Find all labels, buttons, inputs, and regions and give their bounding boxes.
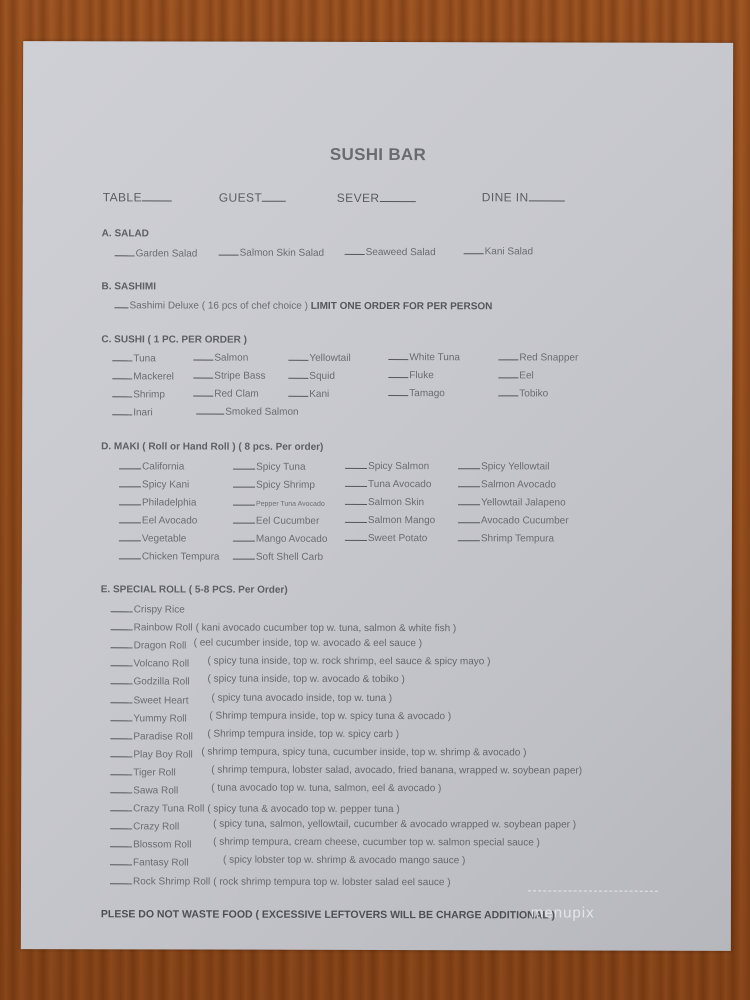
- special-roll-item[interactable]: [110, 836, 540, 851]
- item-label: Tuna: [133, 353, 156, 365]
- checkbox-blank[interactable]: [288, 368, 308, 379]
- item-label: Smoked Salmon: [225, 406, 299, 419]
- item-label: Salmon Mango: [367, 515, 436, 527]
- sushi-item[interactable]: [498, 385, 548, 399]
- item-label: Chicken Tempura: [141, 551, 220, 563]
- checkbox-blank[interactable]: [119, 548, 141, 559]
- roll-description: ( spicy tuna inside, top w. avocado & tobiko ): [207, 673, 405, 686]
- checkbox-blank[interactable]: [119, 512, 141, 523]
- checkbox-blank[interactable]: [119, 494, 141, 505]
- roll-description: ( spicy lobster top w. shrimp & avocado mango sauce ): [223, 854, 466, 867]
- checkbox-blank[interactable]: [111, 619, 133, 630]
- maki-item[interactable]: [458, 512, 569, 526]
- item-label: Sweet Heart: [133, 694, 189, 707]
- checkbox-blank[interactable]: [498, 385, 518, 396]
- item-label: Spicy Tuna: [256, 461, 306, 473]
- item-label: Salmon: [214, 352, 249, 365]
- checkbox-blank[interactable]: [345, 512, 367, 523]
- special-roll-item[interactable]: [111, 601, 185, 615]
- item-label: Sawa Roll: [133, 785, 179, 797]
- field-blank[interactable]: [529, 190, 565, 201]
- checkbox-blank[interactable]: [458, 530, 480, 541]
- item-label: Mango Avocado: [255, 533, 328, 545]
- item-label: Spicy Salmon: [368, 461, 430, 473]
- field-label: SEVER: [336, 190, 380, 206]
- roll-description: ( spicy tuna, salmon, yellowtail, cucumber & avocado wrapped w. soybean paper ): [213, 818, 577, 831]
- special-roll-item[interactable]: [110, 764, 583, 779]
- roll-description: ( shrimp tempura, lobster salad, avocado, fried banana, wrapped w. soybean paper): [211, 764, 583, 777]
- maki-item[interactable]: [119, 476, 189, 490]
- item-label: White Tuna: [409, 352, 460, 364]
- sushi-item[interactable]: [193, 386, 259, 400]
- checkbox-blank[interactable]: [110, 692, 132, 703]
- field-blank[interactable]: [142, 190, 172, 201]
- maki-item[interactable]: [458, 494, 566, 508]
- sushi-item[interactable]: [112, 350, 155, 364]
- checkbox-blank[interactable]: [458, 458, 480, 469]
- item-label: Crazy Tuna Roll: [133, 803, 205, 815]
- checkbox-blank[interactable]: [110, 764, 132, 775]
- checkbox-blank[interactable]: [110, 710, 132, 721]
- salad-item[interactable]: Seaweed Salad: [345, 244, 436, 258]
- checkbox-blank[interactable]: [388, 367, 408, 378]
- checkbox-blank[interactable]: [110, 728, 132, 739]
- sushi-item[interactable]: [112, 386, 165, 400]
- maki-item[interactable]: [119, 494, 197, 508]
- roll-description: ( Shrimp tempura inside, top w. spicy carb ): [207, 728, 400, 740]
- sushi-item[interactable]: [388, 349, 460, 363]
- checkbox-blank[interactable]: [345, 458, 367, 469]
- special-roll-item[interactable]: [110, 818, 577, 833]
- sushi-item[interactable]: [193, 368, 265, 382]
- section-heading-sashimi: B. SASHIMI: [101, 281, 157, 293]
- item-label: Tuna Avocado: [368, 479, 432, 491]
- checkbox-blank[interactable]: [233, 476, 255, 487]
- item-label: Shrimp: [133, 389, 165, 401]
- item-label: Paradise Roll: [133, 731, 193, 743]
- item-label: Godzilla Roll: [133, 676, 190, 688]
- checkbox-blank[interactable]: [458, 476, 480, 487]
- item-label: Dragon Roll: [133, 640, 187, 652]
- special-roll-item[interactable]: [111, 637, 423, 652]
- special-roll-item[interactable]: [110, 854, 466, 869]
- salad-item[interactable]: Salmon Skin Salad: [219, 245, 325, 259]
- special-roll-item[interactable]: [110, 728, 400, 743]
- maki-item[interactable]: [119, 458, 184, 472]
- checkbox-blank[interactable]: [288, 386, 308, 397]
- item-label: Eel: [519, 369, 534, 382]
- checkbox-blank[interactable]: [119, 476, 141, 487]
- checkbox-blank[interactable]: [110, 818, 132, 829]
- checkbox-blank[interactable]: [388, 385, 408, 396]
- item-label: Shrimp Tempura: [480, 533, 555, 545]
- item-label: Fluke: [409, 370, 434, 382]
- special-roll-item[interactable]: [111, 655, 491, 670]
- item-label: Crispy Rice: [133, 604, 185, 616]
- field-server[interactable]: [337, 191, 416, 205]
- roll-description: ( eel cucumber inside, top w. avocado & eel sauce ): [193, 637, 423, 650]
- sushi-item[interactable]: [288, 368, 335, 382]
- maki-item[interactable]: [233, 512, 319, 526]
- item-label: Sweet Potato: [367, 533, 428, 545]
- maki-item[interactable]: [345, 476, 431, 490]
- salad-item[interactable]: Garden Salad: [115, 245, 198, 259]
- checkbox-blank[interactable]: [111, 656, 133, 667]
- checkbox-blank[interactable]: [193, 368, 213, 379]
- footer-note: PLESE DO NOT WASTE FOOD ( EXCESSIVE LEFTOVERS WILL BE CHARGE ADDITIONAL ): [100, 908, 555, 922]
- item-label: Red Clam: [214, 388, 259, 401]
- item-label: Salmon Avocado: [481, 479, 556, 491]
- field-label: TABLE: [102, 190, 142, 205]
- special-roll-item[interactable]: [110, 710, 452, 725]
- maki-item[interactable]: [119, 530, 187, 544]
- maki-item[interactable]: [119, 548, 220, 562]
- field-label: GUEST: [218, 190, 263, 205]
- item-label: Eel Cucumber: [255, 515, 320, 527]
- field-label: DINE IN: [481, 190, 529, 205]
- sushi-item[interactable]: [388, 367, 433, 381]
- checkbox-blank[interactable]: [233, 530, 255, 541]
- item-label: Play Boy Roll: [133, 749, 193, 761]
- item-label: Stripe Bass: [214, 370, 266, 383]
- maki-item[interactable]: [458, 476, 556, 490]
- checkbox-blank[interactable]: [110, 855, 132, 866]
- special-roll-item[interactable]: [110, 673, 405, 688]
- watermark-logo: menupix: [530, 904, 595, 922]
- checkbox-blank[interactable]: [110, 800, 132, 811]
- maki-item[interactable]: [119, 512, 197, 526]
- checkbox-blank[interactable]: [458, 494, 480, 505]
- item-label: Spicy Kani: [142, 479, 190, 491]
- field-blank[interactable]: [262, 191, 286, 202]
- item-label: Kani: [309, 388, 330, 400]
- sushi-item[interactable]: [196, 404, 298, 418]
- item-label: Avocado Cucumber: [480, 515, 569, 527]
- checkbox-blank[interactable]: [388, 349, 408, 360]
- sushi-item[interactable]: [498, 367, 533, 381]
- roll-description: ( Shrimp tempura inside, top w. spicy tuna & avocado ): [209, 710, 452, 722]
- checkbox-blank[interactable]: [233, 548, 255, 559]
- checkbox-blank[interactable]: [110, 837, 132, 848]
- checkbox-blank[interactable]: [193, 350, 213, 361]
- sushi-item[interactable]: [288, 350, 350, 364]
- item-label: Tiger Roll: [133, 767, 176, 779]
- sushi-item[interactable]: [193, 350, 248, 364]
- item-label: Red Snapper: [519, 351, 579, 364]
- item-label: Yellowtail: [309, 352, 351, 364]
- limit-note: LIMIT ONE ORDER FOR PER PERSON: [310, 300, 493, 313]
- item-label: Pepper Tuna Avocado: [255, 500, 325, 508]
- special-roll-item[interactable]: [110, 746, 527, 761]
- checkbox-blank[interactable]: [233, 458, 255, 469]
- section-heading-maki: D. MAKI ( Roll or Hand Roll ) ( 8 pcs. Per order): [101, 441, 324, 453]
- item-label: Fantasy Roll: [133, 857, 189, 869]
- checkbox-blank[interactable]: [119, 530, 141, 541]
- maki-item[interactable]: [458, 458, 549, 472]
- item-label: Philadelphia: [141, 497, 197, 509]
- item-label: Tobiko: [519, 387, 549, 400]
- item-label: Tamago: [409, 388, 445, 400]
- sushi-item[interactable]: [388, 385, 445, 399]
- roll-description: ( tuna avocado top w. tuna, salmon, eel & avocado ): [211, 782, 442, 795]
- roll-description: ( spicy tuna avocado inside, top w. tuna ): [211, 692, 393, 704]
- checkbox-blank[interactable]: [233, 494, 255, 505]
- checkbox-blank[interactable]: [288, 350, 308, 361]
- menu-title: SUSHI BAR: [329, 144, 427, 165]
- maki-item[interactable]: [345, 458, 429, 472]
- checkbox-blank[interactable]: [345, 476, 367, 487]
- roll-description: ( kani avocado cucumber top w. tuna, salmon & white fish ): [195, 622, 457, 635]
- item-label: Mackerel: [133, 371, 174, 383]
- checkbox-blank[interactable]: [498, 367, 518, 378]
- section-heading-special-roll: E. SPECIAL ROLL ( 5-8 PCS. Per Order): [100, 584, 288, 596]
- checkbox-blank[interactable]: [458, 512, 480, 523]
- checkbox-blank[interactable]: [111, 637, 133, 648]
- item-label: Eel Avocado: [141, 515, 198, 527]
- maki-item[interactable]: [233, 458, 306, 472]
- salad-item[interactable]: Kani Salad: [464, 243, 533, 257]
- special-roll-item[interactable]: [111, 619, 457, 634]
- item-label: Soft Shell Carb: [255, 551, 324, 563]
- sushi-item[interactable]: [288, 386, 329, 400]
- special-roll-item[interactable]: [110, 692, 393, 707]
- item-label: Blossom Roll: [133, 839, 192, 851]
- maki-item[interactable]: [233, 494, 325, 508]
- maki-item[interactable]: [345, 530, 428, 544]
- field-guest[interactable]: [219, 191, 286, 205]
- special-roll-item[interactable]: [110, 873, 451, 888]
- checkbox-blank[interactable]: [345, 530, 367, 541]
- dashed-line: [528, 890, 658, 891]
- roll-description: ( shrimp tempura, spicy tuna, cucumber inside, top w. shrimp & avocado ): [201, 746, 527, 759]
- checkbox-blank[interactable]: [111, 674, 133, 685]
- field-dine-in[interactable]: [482, 190, 565, 204]
- checkbox-blank[interactable]: [112, 404, 132, 415]
- maki-item[interactable]: [233, 476, 315, 490]
- maki-item[interactable]: [233, 548, 323, 562]
- item-label: Crazy Roll: [133, 821, 180, 833]
- sushi-item[interactable]: [498, 349, 578, 363]
- item-label: Vegetable: [141, 533, 187, 545]
- checkbox-blank[interactable]: [345, 494, 367, 505]
- checkbox-blank[interactable]: [114, 297, 128, 308]
- roll-description: ( shrimp tempura, cream cheese, cucumber top w. salmon special sauce ): [213, 836, 540, 849]
- sushi-item[interactable]: [112, 404, 152, 418]
- checkbox-blank[interactable]: [110, 782, 132, 793]
- item-label: Spicy Yellowtail: [481, 461, 550, 473]
- checkbox-blank[interactable]: [112, 386, 132, 397]
- item-label: Yummy Roll: [133, 712, 187, 725]
- field-blank[interactable]: [379, 191, 415, 202]
- sushi-item[interactable]: [112, 368, 174, 382]
- checkbox-blank[interactable]: [110, 746, 132, 757]
- checkbox-blank[interactable]: [233, 512, 255, 523]
- roll-description: ( spicy tuna & avocado top w. pepper tuna ): [207, 803, 400, 816]
- item-label: California: [142, 461, 185, 473]
- checkbox-blank[interactable]: [196, 404, 224, 415]
- maki-item[interactable]: [233, 530, 328, 544]
- checkbox-blank[interactable]: [219, 245, 239, 256]
- roll-description: ( spicy tuna inside, top w. rock shrimp, eel sauce & spicy mayo ): [207, 655, 491, 668]
- maki-item[interactable]: [345, 512, 435, 526]
- checkbox-blank[interactable]: [498, 349, 518, 360]
- menu-order-sheet: [21, 41, 733, 951]
- maki-item[interactable]: [458, 530, 554, 544]
- checkbox-blank[interactable]: [111, 601, 133, 612]
- item-label: Yellowtail Jalapeno: [480, 497, 566, 509]
- checkbox-blank[interactable]: [345, 244, 365, 255]
- section-heading-salad: A. SALAD: [101, 228, 149, 240]
- maki-item[interactable]: [345, 494, 424, 508]
- item-label: Rainbow Roll: [133, 622, 193, 634]
- item-label: Spicy Shrimp: [256, 479, 315, 491]
- field-table[interactable]: [103, 190, 172, 204]
- roll-description: ( rock shrimp tempura top w. lobster salad eel sauce ): [213, 876, 451, 888]
- item-label: Salmon Skin: [367, 497, 425, 509]
- special-roll-items: [23, 41, 733, 43]
- special-roll-item[interactable]: [110, 800, 400, 815]
- section-heading-sushi: C. SUSHI ( 1 PC. PER ORDER ): [101, 334, 248, 346]
- special-roll-item[interactable]: [110, 782, 442, 797]
- sashimi-item[interactable]: Sashimi Deluxe ( 16 pcs of chef choice ) LIMIT ONE ORDER FOR PER PERSON: [114, 297, 492, 312]
- item-label: Squid: [309, 370, 335, 382]
- checkbox-blank[interactable]: [464, 243, 484, 254]
- item-label: Inari: [133, 407, 153, 419]
- item-label: Rock Shrimp Roll: [132, 875, 211, 888]
- checkbox-blank[interactable]: [119, 458, 141, 469]
- checkbox-blank[interactable]: [112, 368, 132, 379]
- checkbox-blank[interactable]: [115, 245, 135, 256]
- sushi-items: [23, 41, 733, 43]
- checkbox-blank[interactable]: [112, 350, 132, 361]
- maki-items: [23, 41, 733, 43]
- checkbox-blank[interactable]: [110, 873, 132, 884]
- checkbox-blank[interactable]: [193, 386, 213, 397]
- item-label: Volcano Roll: [133, 658, 190, 670]
